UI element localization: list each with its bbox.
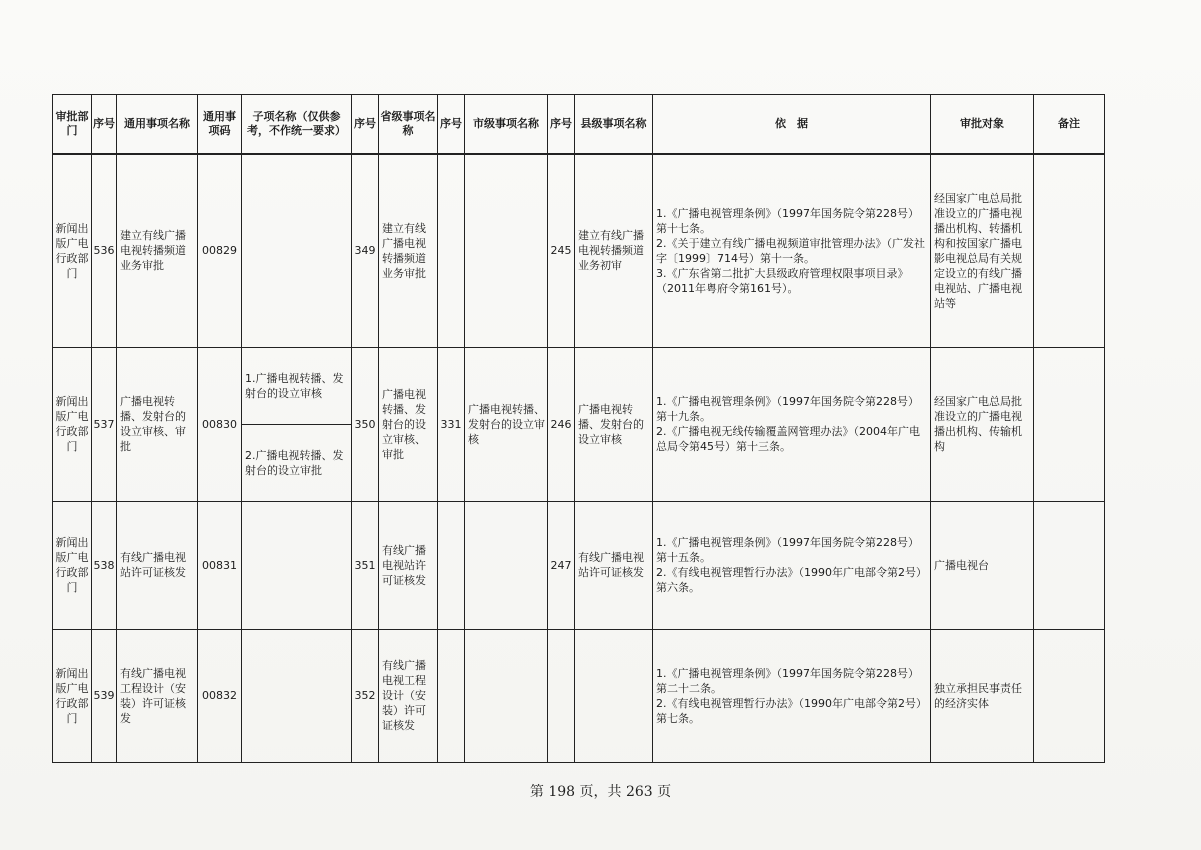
row-sub-item	[242, 629, 352, 762]
row-basis	[653, 154, 931, 347]
header-county-seq: 序号	[548, 95, 575, 155]
row-target: 经国家广电总局批准设立的广播电视播出机构、转播机构和按国家广播电影电视总局有关规定设立的有线广播电视站、广播电视站等	[931, 154, 1034, 347]
header-seq: 序号	[92, 95, 117, 155]
table-row	[53, 501, 1105, 629]
basis-line: 2.《有线电视管理暂行办法》（1990年广电部令第2号）第六条。	[656, 566, 927, 594]
row-basis	[653, 347, 931, 501]
row-prov-seq: 349	[352, 154, 379, 347]
row-remarks	[1034, 629, 1105, 762]
row-county-name: 建立有线广播电视转播频道业务初审	[575, 154, 653, 347]
header-county-name: 县级事项名称	[575, 95, 653, 155]
row-item-code: 00831	[198, 501, 242, 629]
row-city-name	[465, 629, 548, 762]
basis-line: 2.《关于建立有线广播电视频道审批管理办法》（广发社字〔1999〕714号）第十一条。	[656, 236, 925, 265]
row-sub-item	[242, 347, 352, 501]
row-sub-item	[242, 154, 352, 347]
row-city-seq	[438, 501, 465, 629]
row-prov-seq: 352	[352, 629, 379, 762]
row-dept: 新闻出版广电行政部门	[53, 501, 92, 629]
row-basis	[653, 629, 931, 762]
table-header	[53, 95, 1105, 155]
row-remarks	[1034, 347, 1105, 501]
row-item-name: 有线广播电视站许可证核发	[117, 501, 198, 629]
row-item-name: 有线广播电视工程设计（安装）许可证核发	[117, 629, 198, 762]
header-sub-item: 子项名称（仅供参考，不作统一要求）	[242, 95, 352, 155]
row-county-seq: 247	[548, 501, 575, 629]
row-prov-name: 建立有线广播电视转播频道业务审批	[379, 154, 438, 347]
basis-line: 1.《广播电视管理条例》（1997年国务院令第228号）第十七条。	[656, 206, 919, 235]
row-target: 广播电视台	[931, 501, 1034, 629]
row-target: 经国家广电总局批准设立的广播电视播出机构、传输机构	[931, 347, 1034, 501]
row-basis	[653, 501, 931, 629]
row-city-name: 广播电视转播、发射台的设立审核	[465, 347, 548, 501]
page-number: 第 198 页，共 263 页	[529, 784, 672, 800]
basis-line: 2.《广播电视无线传输覆盖网管理办法》（2004年广电总局令第45号）第十三条。	[656, 425, 920, 453]
row-item-code: 00829	[198, 154, 242, 347]
row-county-seq: 246	[548, 347, 575, 501]
table-row	[53, 154, 1105, 347]
header-city-seq: 序号	[438, 95, 465, 155]
header-item-name: 通用事项名称	[117, 95, 198, 155]
header-remarks: 备注	[1034, 95, 1105, 155]
row-prov-name: 有线广播电视站许可证核发	[379, 501, 438, 629]
basis-line: 2.《有线电视管理暂行办法》（1990年广电部令第2号）第七条。	[656, 696, 927, 725]
basis-line: 3.《广东省第二批扩大县级政府管理权限事项目录》（2011年粤府令第161号）。	[656, 266, 909, 295]
header-prov-name: 省级事项名称	[379, 95, 438, 155]
row-dept: 新闻出版广电行政部门	[53, 154, 92, 347]
row-county-name: 广播电视转播、发射台的设立审核	[575, 347, 653, 501]
row-item-name: 广播电视转播、发射台的设立审核、审批	[117, 347, 198, 501]
row-city-name	[465, 501, 548, 629]
table-row	[53, 347, 1105, 501]
header-item-code: 通用事项码	[198, 95, 242, 155]
basis-line: 1.《广播电视管理条例》（1997年国务院令第228号）第十九条。	[656, 395, 919, 423]
row-remarks	[1034, 501, 1105, 629]
row-city-seq: 331	[438, 347, 465, 501]
sub-item-1: 1.广播电视转播、发射台的设立审核	[245, 371, 344, 400]
row-county-seq: 245	[548, 154, 575, 347]
header-basis: 依 据	[653, 95, 931, 155]
row-seq: 536	[92, 154, 117, 347]
table-row	[53, 629, 1105, 762]
row-county-seq	[548, 629, 575, 762]
row-prov-seq: 351	[352, 501, 379, 629]
row-dept: 新闻出版广电行政部门	[53, 347, 92, 501]
row-prov-name: 广播电视转播、发射台的设立审核、审批	[379, 347, 438, 501]
row-dept: 新闻出版广电行政部门	[53, 629, 92, 762]
header-prov-seq: 序号	[352, 95, 379, 155]
basis-line: 1.《广播电视管理条例》（1997年国务院令第228号）第二十二条。	[656, 666, 919, 695]
approval-items-table	[52, 94, 1105, 763]
header-target: 审批对象	[931, 95, 1034, 155]
row-prov-name: 有线广播电视工程设计（安装）许可证核发	[379, 629, 438, 762]
row-seq: 538	[92, 501, 117, 629]
basis-line: 1.《广播电视管理条例》（1997年国务院令第228号）第十五条。	[656, 536, 919, 564]
row-sub-item	[242, 501, 352, 629]
row-county-name	[575, 629, 653, 762]
row-item-name: 建立有线广播电视转播频道业务审批	[117, 154, 198, 347]
row-seq: 537	[92, 347, 117, 501]
row-target: 独立承担民事责任的经济实体	[931, 629, 1034, 762]
row-item-code: 00832	[198, 629, 242, 762]
row-city-seq	[438, 154, 465, 347]
row-city-name	[465, 154, 548, 347]
row-remarks	[1034, 154, 1105, 347]
row-county-name: 有线广播电视站许可证核发	[575, 501, 653, 629]
row-prov-seq: 350	[352, 347, 379, 501]
row-item-code: 00830	[198, 347, 242, 501]
row-seq: 539	[92, 629, 117, 762]
header-city-name: 市级事项名称	[465, 95, 548, 155]
header-dept: 审批部门	[53, 95, 92, 155]
sub-item-2: 2.广播电视转播、发射台的设立审批	[242, 424, 351, 501]
row-city-seq	[438, 629, 465, 762]
